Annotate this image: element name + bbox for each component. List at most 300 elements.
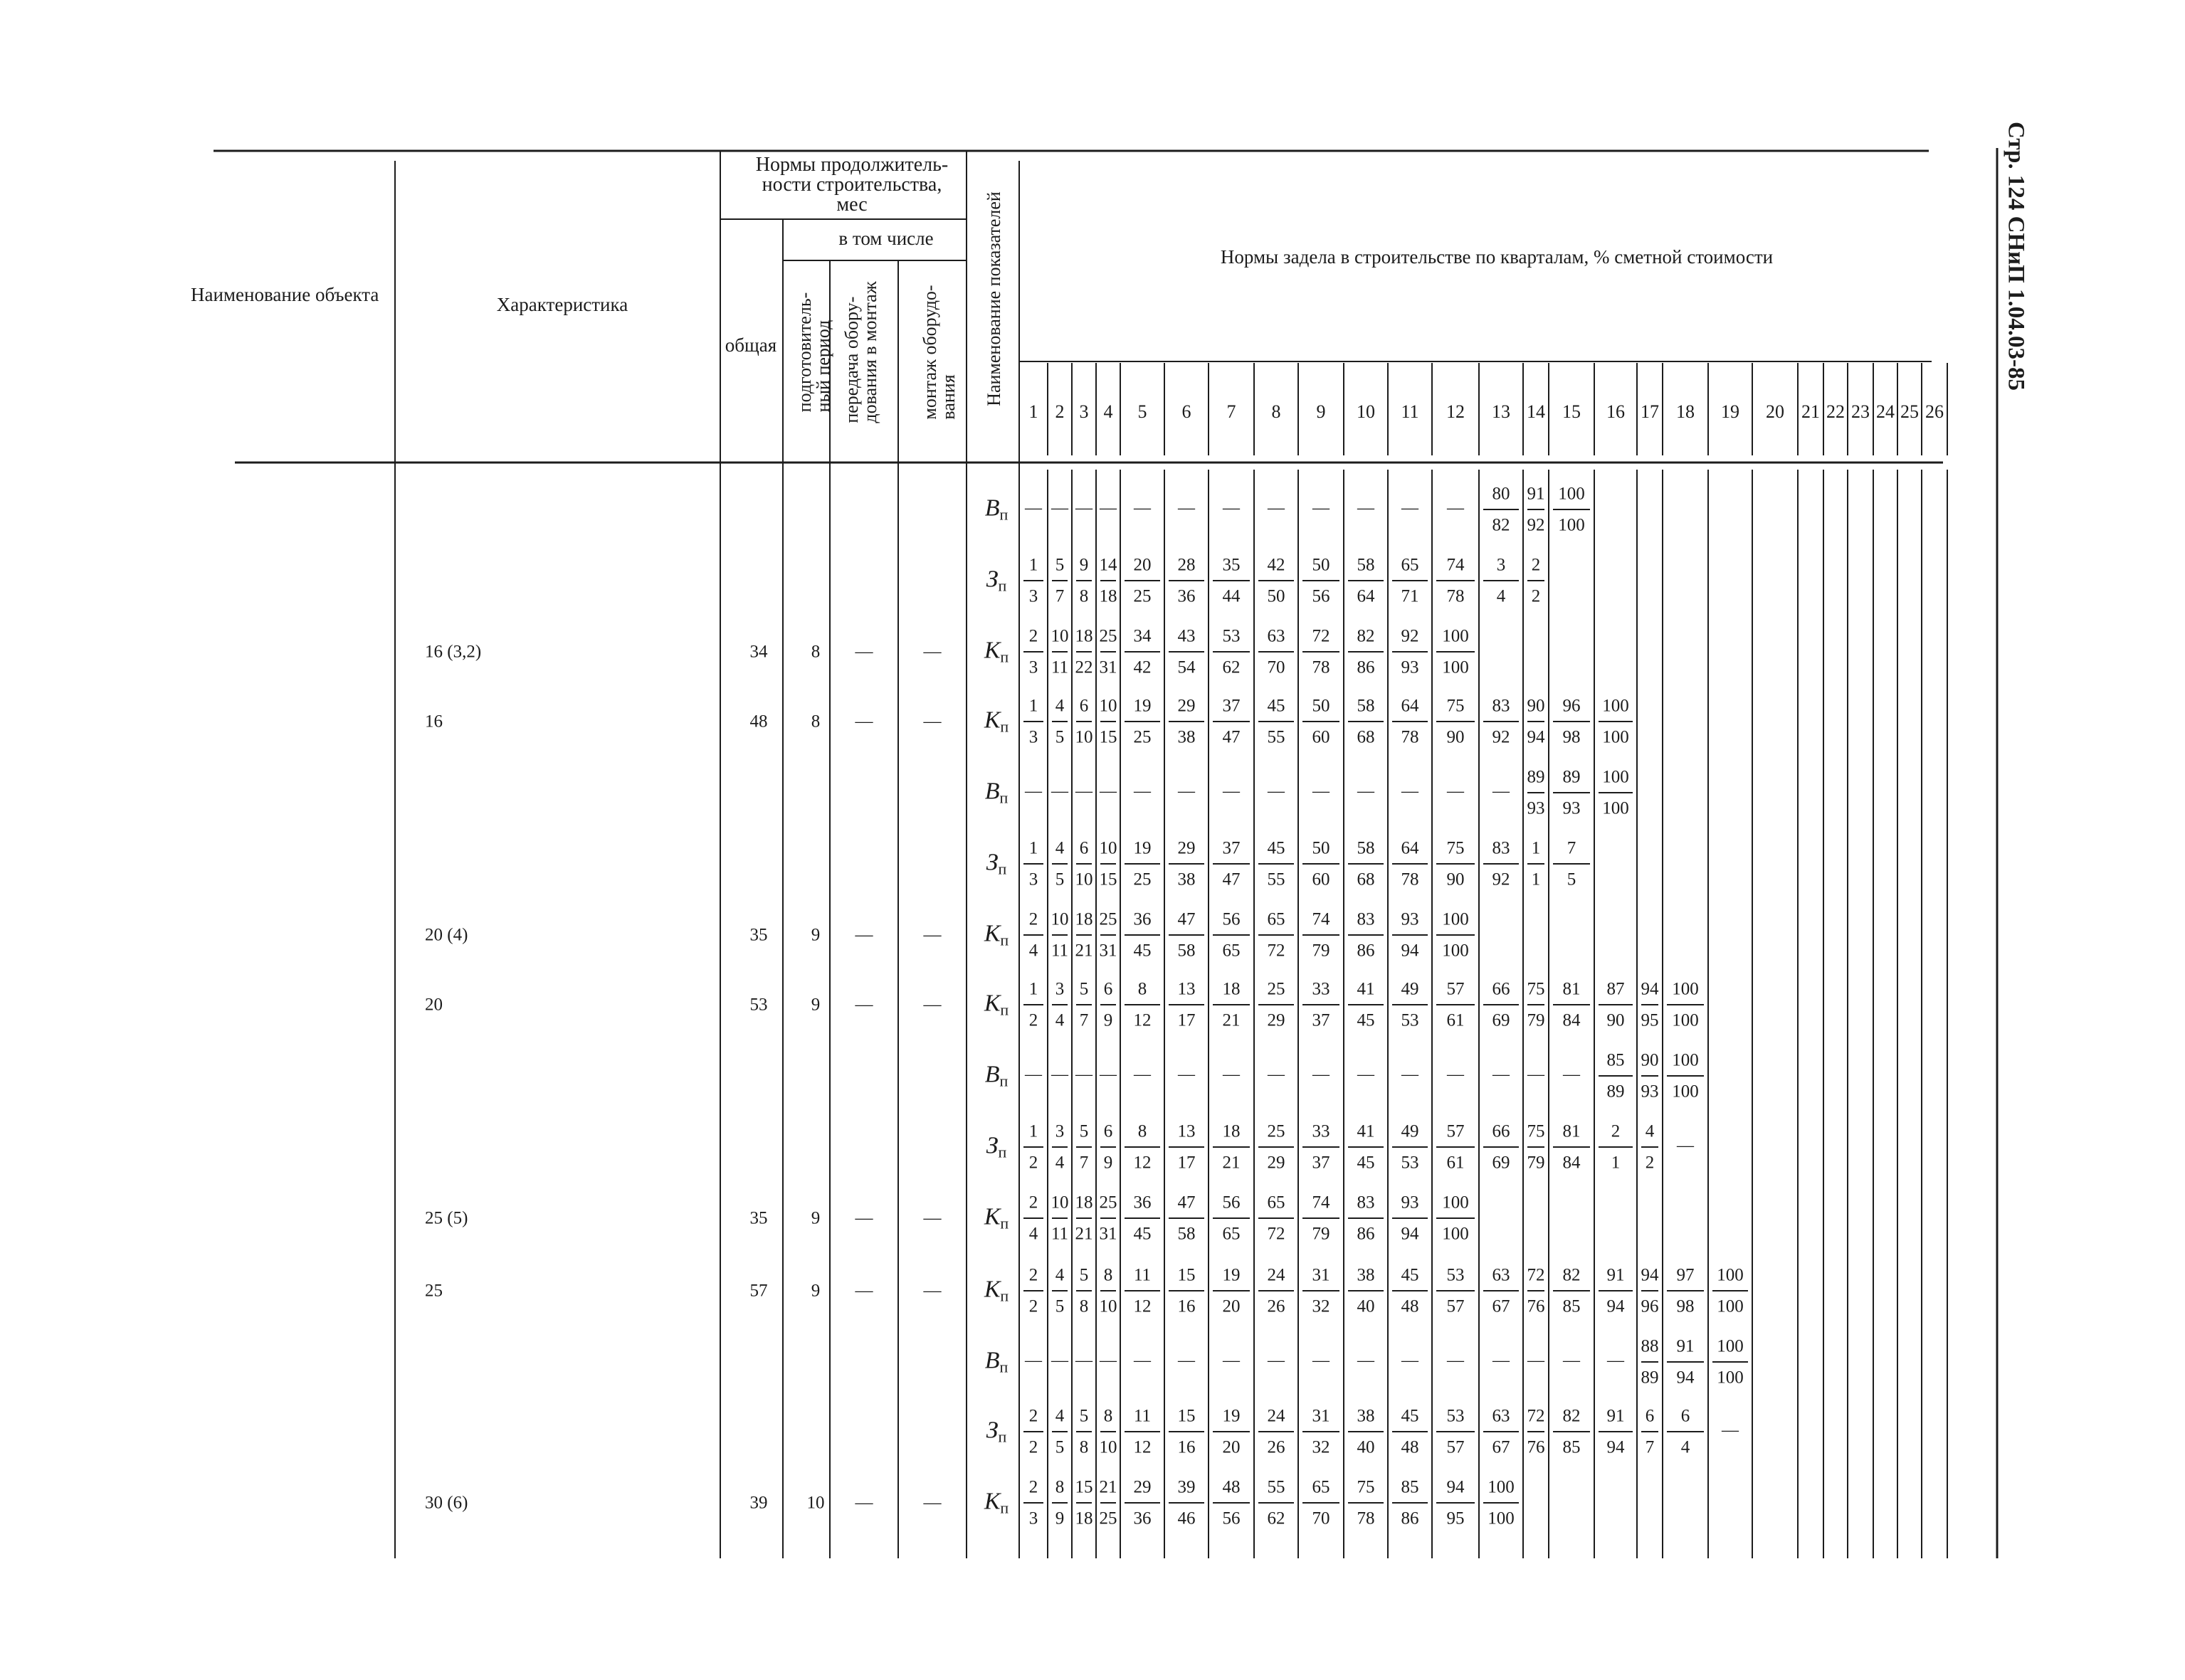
cell-dash: —: [1075, 1065, 1092, 1084]
cell-denominator: 94: [1527, 727, 1545, 747]
cell-denominator: 56: [1222, 1509, 1241, 1528]
cell-fraction-bar: [1023, 863, 1043, 865]
cell-dash: —: [1447, 499, 1464, 517]
cell-denominator: 92: [1492, 870, 1510, 889]
cell-numerator: 15: [1075, 1477, 1093, 1497]
cell-numerator: 18: [1222, 1121, 1241, 1141]
cell-numerator: 75: [1446, 696, 1465, 716]
cell-denominator: 5: [1055, 1437, 1065, 1457]
cell-numerator: 24: [1267, 1265, 1285, 1285]
cell-numerator: 1: [1028, 555, 1038, 575]
cell-denominator: 36: [1177, 586, 1196, 606]
cell-numerator: 74: [1312, 909, 1330, 929]
cell-numerator: 10: [1051, 909, 1069, 929]
cell-denominator: 4: [1055, 1010, 1065, 1030]
cell-fraction-bar: [1052, 863, 1068, 865]
cell-denominator: 7: [1055, 586, 1065, 606]
cell-numerator: 37: [1222, 838, 1241, 858]
cell-numerator: 2: [1028, 909, 1038, 929]
cell-fraction-bar: [1348, 1290, 1384, 1291]
cell-fraction-bar: [1076, 863, 1092, 865]
cell-denominator: 89: [1606, 1082, 1625, 1101]
cell-numerator: 43: [1177, 626, 1196, 646]
cell-denominator: 96: [1641, 1296, 1659, 1316]
cell-dash: —: [1051, 1065, 1068, 1084]
cell-denominator: 37: [1312, 1153, 1330, 1173]
cell-denominator: 68: [1357, 727, 1375, 747]
cell-numerator: 57: [1446, 1121, 1465, 1141]
cell-fraction-bar: [1258, 1502, 1294, 1504]
cell-numerator: 6: [1680, 1406, 1690, 1426]
row-indicator: [985, 1349, 1009, 1375]
cell-fraction-bar: [1100, 1217, 1116, 1219]
cell-numerator: 65: [1401, 555, 1419, 575]
row-mount: —: [923, 1281, 942, 1301]
cell-numerator: 100: [1602, 767, 1629, 787]
cell-denominator: 78: [1312, 657, 1330, 677]
cell-numerator: 82: [1357, 626, 1375, 646]
cell-denominator: 16: [1177, 1437, 1196, 1457]
cell-fraction-bar: [1302, 863, 1339, 865]
row-indicator: [986, 568, 1007, 594]
cell-denominator: 100: [1442, 657, 1469, 677]
row-total: 34: [749, 642, 768, 662]
cell-fraction-bar: [1125, 580, 1160, 581]
cell-fraction-bar: [1436, 580, 1475, 581]
cell-denominator: 7: [1079, 1010, 1089, 1030]
cell-dash: —: [1268, 1351, 1285, 1370]
row-mount: —: [923, 925, 942, 945]
indicator-letter: В: [984, 495, 1000, 522]
quarter-header-8: 8: [1271, 401, 1281, 422]
cell-fraction-bar: [1348, 580, 1384, 581]
row-total: 35: [749, 925, 768, 945]
cell-fraction-bar: [1052, 1004, 1068, 1005]
cell-fraction-bar: [1527, 721, 1544, 722]
cell-fraction-bar: [1169, 1004, 1204, 1005]
cell-denominator: 60: [1312, 870, 1330, 889]
cell-denominator: 65: [1222, 941, 1241, 961]
cell-fraction-bar: [1302, 1004, 1339, 1005]
quarter-header-23: 23: [1851, 401, 1870, 422]
cell-fraction-bar: [1483, 1004, 1519, 1005]
cell-fraction-bar: [1258, 651, 1294, 653]
cell-denominator: 2: [1028, 1437, 1038, 1457]
cell-numerator: 82: [1562, 1265, 1581, 1285]
cell-fraction-bar: [1392, 1290, 1428, 1291]
cell-numerator: 10: [1051, 1193, 1069, 1213]
cell-fraction-bar: [1483, 863, 1519, 865]
cell-fraction-bar: [1023, 1290, 1043, 1291]
cell-fraction-bar: [1599, 1431, 1633, 1432]
cell-fraction-bar: [1023, 651, 1043, 653]
cell-fraction-bar: [1436, 721, 1475, 722]
cell-fraction-bar: [1348, 863, 1384, 865]
cell-numerator: 50: [1312, 838, 1330, 858]
quarter-header-6: 6: [1181, 401, 1191, 422]
quarter-header-3: 3: [1079, 401, 1089, 422]
cell-fraction-bar: [1213, 1004, 1250, 1005]
cell-denominator: 2: [1645, 1153, 1655, 1173]
cell-denominator: 48: [1401, 1296, 1419, 1316]
cell-fraction-bar: [1258, 1217, 1294, 1219]
cell-numerator: 91: [1527, 484, 1545, 504]
cell-denominator: 100: [1602, 798, 1629, 818]
cell-dash: —: [1401, 1351, 1418, 1370]
cell-numerator: 92: [1401, 626, 1419, 646]
cell-fraction-bar: [1100, 1431, 1116, 1432]
cell-fraction-bar: [1667, 1290, 1704, 1291]
quarter-header-15: 15: [1562, 401, 1581, 422]
quarter-header-5: 5: [1137, 401, 1147, 422]
cell-fraction-bar: [1667, 1431, 1704, 1432]
cell-numerator: 58: [1357, 555, 1375, 575]
row-transfer: —: [855, 712, 873, 731]
cell-dash: —: [1134, 1065, 1151, 1084]
cell-denominator: 72: [1267, 941, 1285, 961]
cell-denominator: 100: [1558, 515, 1585, 535]
cell-fraction-bar: [1392, 1502, 1428, 1504]
cell-fraction-bar: [1125, 863, 1160, 865]
cell-fraction-bar: [1392, 1431, 1428, 1432]
cell-numerator: 94: [1446, 1477, 1465, 1497]
cell-denominator: 11: [1051, 941, 1069, 961]
cell-denominator: 57: [1446, 1296, 1465, 1316]
indicator-subscript: п: [1000, 648, 1009, 666]
cell-denominator: 17: [1177, 1153, 1196, 1173]
cell-numerator: 11: [1133, 1265, 1152, 1285]
cell-denominator: 93: [1641, 1082, 1659, 1101]
cell-denominator: 5: [1055, 870, 1065, 889]
indicator-subscript: п: [999, 1358, 1009, 1376]
cell-numerator: 89: [1527, 767, 1545, 787]
cell-numerator: 19: [1133, 696, 1152, 716]
cell-fraction-bar: [1667, 1361, 1704, 1363]
cell-numerator: 4: [1055, 838, 1065, 858]
cell-fraction-bar: [1302, 580, 1339, 581]
cell-fraction-bar: [1125, 651, 1160, 653]
cell-dash: —: [1025, 1351, 1042, 1370]
quarter-header-2: 2: [1055, 401, 1065, 422]
cell-denominator: 48: [1401, 1437, 1419, 1457]
cell-numerator: 64: [1401, 696, 1419, 716]
row-prep: 9: [811, 925, 821, 945]
cell-fraction-bar: [1169, 934, 1204, 936]
cell-dash: —: [1722, 1421, 1739, 1439]
cell-numerator: 1: [1028, 838, 1038, 858]
cell-denominator: 67: [1492, 1296, 1510, 1316]
cell-fraction-bar: [1052, 651, 1068, 653]
indicator-letter: К: [984, 1203, 1001, 1230]
cell-fraction-bar: [1348, 721, 1384, 722]
cell-numerator: 2: [1028, 1265, 1038, 1285]
row-indicator: [984, 1490, 1009, 1516]
cell-denominator: 45: [1133, 1224, 1152, 1244]
cell-denominator: 5: [1055, 1296, 1065, 1316]
cell-denominator: 29: [1267, 1153, 1285, 1173]
cell-numerator: 49: [1401, 1121, 1419, 1141]
cell-numerator: 53: [1222, 626, 1241, 646]
cell-fraction-bar: [1483, 1146, 1519, 1148]
cell-fraction-bar: [1348, 1431, 1384, 1432]
cell-denominator: 78: [1357, 1509, 1375, 1528]
cell-denominator: 40: [1357, 1437, 1375, 1457]
row-prep: 10: [806, 1493, 825, 1513]
cell-fraction-bar: [1213, 651, 1250, 653]
cell-numerator: 45: [1401, 1265, 1419, 1285]
cell-dash: —: [1051, 782, 1068, 801]
cell-denominator: 3: [1028, 657, 1038, 677]
cell-fraction-bar: [1076, 1502, 1092, 1504]
cell-denominator: 11: [1051, 1224, 1069, 1244]
cell-denominator: 78: [1401, 870, 1419, 889]
cell-dash: —: [1268, 782, 1285, 801]
cell-numerator: 10: [1099, 838, 1117, 858]
cell-denominator: 82: [1492, 515, 1510, 535]
cell-denominator: 65: [1222, 1224, 1241, 1244]
cell-fraction-bar: [1392, 1217, 1428, 1219]
cell-denominator: 78: [1401, 727, 1419, 747]
cell-fraction-bar: [1302, 1431, 1339, 1432]
cell-numerator: 6: [1079, 696, 1089, 716]
cell-denominator: 94: [1606, 1296, 1625, 1316]
cell-fraction-bar: [1302, 1290, 1339, 1291]
cell-fraction-bar: [1169, 1431, 1204, 1432]
cell-numerator: 3: [1055, 979, 1065, 999]
row-indicator: [984, 639, 1009, 665]
cell-denominator: 2: [1531, 586, 1541, 606]
cell-denominator: 8: [1079, 1296, 1089, 1316]
quarter-header-20: 20: [1766, 401, 1784, 422]
cell-fraction-bar: [1553, 792, 1590, 793]
cell-denominator: 100: [1442, 1224, 1469, 1244]
cell-dash: —: [1223, 1351, 1240, 1370]
cell-numerator: 50: [1312, 555, 1330, 575]
cell-fraction-bar: [1052, 580, 1068, 581]
cell-denominator: 18: [1099, 586, 1117, 606]
cell-dash: —: [1492, 782, 1510, 801]
cell-denominator: 47: [1222, 870, 1241, 889]
cell-denominator: 92: [1492, 727, 1510, 747]
cell-fraction-bar: [1213, 934, 1250, 936]
cell-denominator: 3: [1028, 727, 1038, 747]
cell-denominator: 7: [1645, 1437, 1655, 1457]
quarter-header-22: 22: [1826, 401, 1845, 422]
cell-numerator: 34: [1133, 626, 1152, 646]
cell-numerator: 88: [1641, 1336, 1659, 1356]
cell-denominator: 15: [1099, 727, 1117, 747]
cell-denominator: 98: [1676, 1296, 1695, 1316]
cell-numerator: 6: [1103, 1121, 1113, 1141]
cell-fraction-bar: [1599, 721, 1633, 722]
cell-denominator: 94: [1676, 1368, 1695, 1388]
cell-numerator: 81: [1562, 1121, 1581, 1141]
cell-numerator: 75: [1527, 979, 1545, 999]
cell-denominator: 5: [1055, 727, 1065, 747]
cell-fraction-bar: [1392, 863, 1428, 865]
cell-denominator: 86: [1401, 1509, 1419, 1528]
cell-denominator: 100: [1717, 1296, 1744, 1316]
cell-fraction-bar: [1076, 1217, 1092, 1219]
cell-numerator: 100: [1442, 1193, 1469, 1213]
cell-dash: —: [1447, 782, 1464, 801]
cell-denominator: 84: [1562, 1010, 1581, 1030]
cell-numerator: 53: [1446, 1265, 1465, 1285]
cell-fraction-bar: [1076, 651, 1092, 653]
cell-numerator: 56: [1222, 1193, 1241, 1213]
cell-dash: —: [1025, 782, 1042, 801]
cell-dash: —: [1312, 499, 1330, 517]
cell-numerator: 85: [1401, 1477, 1419, 1497]
cell-fraction-bar: [1213, 721, 1250, 722]
cell-dash: —: [1075, 1351, 1092, 1370]
cell-denominator: 58: [1177, 1224, 1196, 1244]
cell-dash: —: [1100, 782, 1117, 801]
header-total: общая: [725, 334, 777, 356]
cell-fraction-bar: [1483, 1431, 1519, 1432]
cell-numerator: 91: [1676, 1336, 1695, 1356]
indicator-subscript: п: [1000, 1214, 1009, 1232]
row-indicator: [986, 1419, 1007, 1445]
cell-fraction-bar: [1213, 1217, 1250, 1219]
header-indicator: Наименование показателей: [984, 191, 1004, 406]
cell-fraction-bar: [1302, 651, 1339, 653]
cell-dash: —: [1100, 1065, 1117, 1084]
cell-fraction-bar: [1258, 721, 1294, 722]
cell-numerator: 19: [1222, 1265, 1241, 1285]
cell-fraction-bar: [1527, 1290, 1544, 1291]
cell-numerator: 72: [1312, 626, 1330, 646]
cell-numerator: 100: [1717, 1265, 1744, 1285]
quarter-header-17: 17: [1641, 401, 1659, 422]
cell-fraction-bar: [1169, 721, 1204, 722]
cell-numerator: 8: [1137, 979, 1147, 999]
cell-denominator: 90: [1606, 1010, 1625, 1030]
cell-denominator: 93: [1401, 657, 1419, 677]
cell-fraction-bar: [1641, 1075, 1658, 1077]
cell-fraction-bar: [1213, 1431, 1250, 1432]
row-characteristic: 16 (3,2): [425, 642, 482, 662]
document-page: Стр. 124 СНиП 1.04.03-85 Наименование объекта Характеристика Нормы продолжитель- ности строительства, мес в том числе общая подготовитель- ный период передача обору- дования в монтаж монтаж оборудо- вания Наименование показателей Нормы задела в строительстве по кварталам, % сметной стоимости 1 2 3 4 5 6 7 8 9 10 11 12 13 14 15 16 17 18 19 20 21 22 23 24 25 26 $В_п$ — — — — — — — — — — — — 80 82 91 92 100 100 $З_п$ 1 3 5 7 9 8 14 18 20 25 28 36 35 44 42 50 50 56 58 64 65 71 74 78 3 4 2 2 16 (3,2) 34 8 — — $К_п$ 2 3 10 11 18 22 25 31 34 42 43 54 53 62 63 70 72 78 82 86 92 93 100 100 16 48 8 — — $К_п$ 1 3 4 5 6 10 10 15 19 25 29 38 37 47 45 55 50 60 58 68 64 78 75 90 83 92 90 94 96 98 100 100 $В_п$ — — — — — — — — — — — — — 89 93 89 93 100 100 $З_п$ 1 3 4 5 6 10 10 15 19 25 29 38 37 47 45 55 50 60 58 68 64 78 75 90 83 92 1 1 7 5 20 (4) 35 9 — — $К_п$ 2 4 10 11 18 21 25 31 36 45 47 58 56 65 65 72 74 79 83 86 93 94 100 100 20 53 9 — — $К_п$ 1 2 3 4 5 7 6 9 8 12 13 17 18 21 25 29 33 37 41 45 49 53 57 61 66 69 75 79 81 84 87 90 94 95 100 100 $В_п$ — — — — — — — — — — — — — — — 85 89 90 93 100 100 $З_п$ 1 2 3 4 5 7 6 9 8 12 13 17 18 21 25 29 33 37 41 45 49 53 57 61 66 69 75 79 81 84 2 1 4 2 — 25 (5) 35 9 — — $К_п$ 2 4 10 11 18 21 25 31 36 45 47 58 56 65 65 72 74 79 83 86 93 94 100 100 25 57 9 — — $К_п$ 2 2 4 5 5 8 8 10 11 12 15 16 19 20 24 26 31 32 38 40 45 48 53 57 63 67 72 76 82 85 91 94 94 96 97 98 100 100 $В_п$ — — — — — — — — — — — — — — — — 88 89 91 94 100 100 $З_п$ 2 2 4 5 5 8 8 10 11 12 15 16 19 20 24 26 31 32 38 40 45 48 53 57 63 67 72 76 82 85 91 94 6 7 6 4 — 30 (6) 39 10 — — $К_п$ 2 3 8 9 15 18 21 25 29 36 39 46 48 56 55 62 65 70 75 78 85 86 94 95 100 100: [0, 0, 2185, 1680]
indicator-subscript: п: [998, 576, 1007, 595]
cell-fraction-bar: [1483, 1290, 1519, 1291]
cell-fraction-bar: [1436, 1290, 1475, 1291]
cell-numerator: 75: [1357, 1477, 1375, 1497]
cell-numerator: 1: [1028, 979, 1038, 999]
cell-fraction-bar: [1483, 509, 1519, 510]
cell-numerator: 66: [1492, 979, 1510, 999]
row-prep: 8: [811, 642, 821, 662]
cell-numerator: 29: [1177, 696, 1196, 716]
cell-fraction-bar: [1100, 721, 1116, 722]
cell-fraction-bar: [1302, 1146, 1339, 1148]
cell-denominator: 100: [1488, 1509, 1515, 1528]
cell-denominator: 17: [1177, 1010, 1196, 1030]
row-indicator: [984, 709, 1009, 735]
quarter-header-12: 12: [1446, 401, 1465, 422]
cell-numerator: 38: [1357, 1265, 1375, 1285]
cell-fraction-bar: [1527, 1146, 1544, 1148]
cell-denominator: 9: [1055, 1509, 1065, 1528]
indicator-subscript: п: [998, 1427, 1007, 1446]
cell-numerator: 3: [1055, 1121, 1065, 1141]
cell-fraction-bar: [1076, 1290, 1092, 1291]
cell-fraction-bar: [1641, 1431, 1658, 1432]
cell-fraction-bar: [1436, 934, 1475, 936]
cell-numerator: 58: [1357, 838, 1375, 858]
cell-fraction-bar: [1023, 1502, 1043, 1504]
cell-fraction-bar: [1258, 1146, 1294, 1148]
cell-denominator: 21: [1222, 1153, 1241, 1173]
indicator-letter: К: [984, 707, 1001, 734]
row-transfer: —: [855, 995, 873, 1015]
cell-denominator: 54: [1177, 657, 1196, 677]
cell-numerator: 2: [1028, 626, 1038, 646]
cell-denominator: 1: [1611, 1153, 1621, 1173]
row-transfer: —: [855, 1208, 873, 1228]
quarter-header-13: 13: [1492, 401, 1510, 422]
cell-denominator: 4: [1028, 941, 1038, 961]
cell-denominator: 70: [1267, 657, 1285, 677]
cell-fraction-bar: [1076, 1004, 1092, 1005]
cell-fraction-bar: [1527, 1004, 1544, 1005]
cell-denominator: 93: [1527, 798, 1545, 818]
header-prep: подготовитель- ный период: [794, 292, 833, 413]
cell-dash: —: [1075, 782, 1092, 801]
cell-fraction-bar: [1667, 1075, 1704, 1077]
cell-numerator: 33: [1312, 979, 1330, 999]
cell-fraction-bar: [1023, 1431, 1043, 1432]
cell-fraction-bar: [1392, 580, 1428, 581]
cell-denominator: 67: [1492, 1437, 1510, 1457]
cell-denominator: 46: [1177, 1509, 1196, 1528]
cell-denominator: 61: [1446, 1153, 1465, 1173]
cell-numerator: 8: [1055, 1477, 1065, 1497]
cell-numerator: 75: [1527, 1121, 1545, 1141]
cell-dash: —: [1312, 1351, 1330, 1370]
cell-denominator: 11: [1051, 657, 1069, 677]
cell-numerator: 100: [1442, 626, 1469, 646]
cell-fraction-bar: [1100, 934, 1116, 936]
cell-numerator: 58: [1357, 696, 1375, 716]
cell-dash: —: [1268, 1065, 1285, 1084]
row-transfer: —: [855, 925, 873, 945]
cell-dash: —: [1401, 1065, 1418, 1084]
cell-denominator: 3: [1028, 1509, 1038, 1528]
cell-denominator: 92: [1527, 515, 1545, 535]
row-indicator: [984, 992, 1009, 1018]
cell-fraction-bar: [1076, 721, 1092, 722]
cell-denominator: 4: [1028, 1224, 1038, 1244]
cell-numerator: 18: [1075, 626, 1093, 646]
cell-denominator: 40: [1357, 1296, 1375, 1316]
cell-denominator: 25: [1133, 870, 1152, 889]
cell-dash: —: [1312, 782, 1330, 801]
cell-fraction-bar: [1436, 1431, 1475, 1432]
cell-denominator: 9: [1103, 1010, 1113, 1030]
cell-dash: —: [1051, 499, 1068, 517]
cell-numerator: 36: [1133, 1193, 1152, 1213]
cell-denominator: 85: [1562, 1437, 1581, 1457]
cell-numerator: 45: [1401, 1406, 1419, 1426]
cell-numerator: 9: [1079, 555, 1089, 575]
cell-numerator: 13: [1177, 979, 1196, 999]
cell-fraction-bar: [1100, 1146, 1116, 1148]
cell-dash: —: [1223, 782, 1240, 801]
cell-fraction-bar: [1641, 1290, 1658, 1291]
cell-numerator: 2: [1028, 1193, 1038, 1213]
cell-numerator: 87: [1606, 979, 1625, 999]
